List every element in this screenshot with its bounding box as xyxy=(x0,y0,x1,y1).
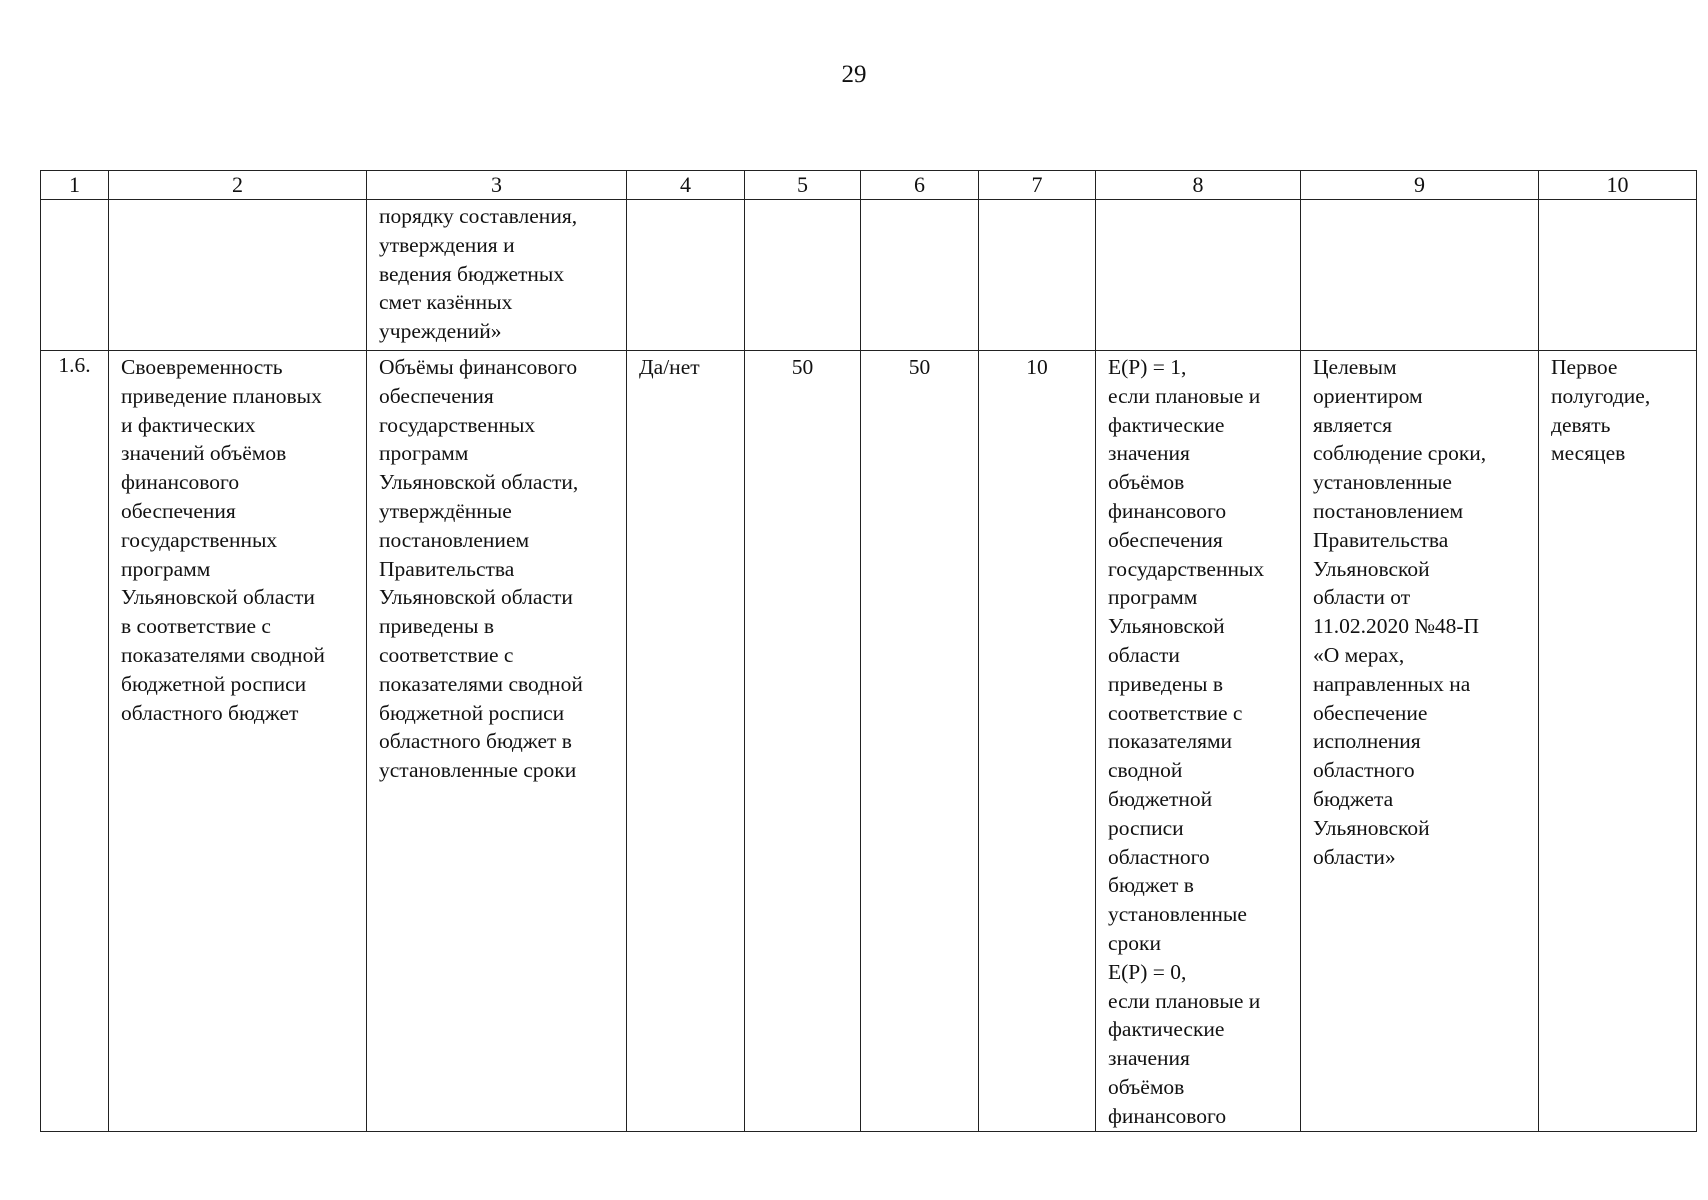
formula-cell xyxy=(1096,351,1301,1132)
text-line: фактические xyxy=(1108,1017,1225,1042)
cont-cell-1 xyxy=(41,200,109,351)
continuation-row xyxy=(41,200,1697,351)
text-line: исполнения xyxy=(1313,729,1421,754)
indicators-table xyxy=(40,170,1697,1132)
text-line: E(P) = 0, xyxy=(1108,959,1187,984)
text-line: области xyxy=(1108,642,1180,667)
text-line: программ xyxy=(1108,585,1198,610)
indicator-name xyxy=(109,351,366,727)
header-col-8: 8 xyxy=(1096,171,1301,200)
value-5: 50 xyxy=(791,355,814,379)
text-line: финансового xyxy=(1108,498,1227,523)
unit-value: Да/нет xyxy=(639,355,700,379)
cont-cell-7 xyxy=(979,200,1096,351)
text-line: показателями сводной xyxy=(121,642,325,667)
text-line: утверждённые xyxy=(379,498,512,523)
text-line: утверждения и xyxy=(379,232,515,257)
text-line: значения xyxy=(1108,1046,1190,1071)
text-line: соответствие с xyxy=(1108,700,1243,725)
text-line: областного xyxy=(1313,758,1415,783)
text-line: приведены в xyxy=(1108,671,1224,696)
text-line: ориентиром xyxy=(1313,383,1423,408)
text-line: установленные сроки xyxy=(379,758,577,783)
table-row xyxy=(41,351,1697,1132)
text-line: постановлением xyxy=(379,527,530,552)
header-col-3: 3 xyxy=(367,171,627,200)
text-line: бюджетной xyxy=(1108,786,1213,811)
text-line: бюджет в xyxy=(1108,873,1194,898)
text-line: показателями xyxy=(1108,729,1233,754)
header-col-1: 1 xyxy=(41,171,109,200)
text-line: приведение плановых xyxy=(121,383,322,408)
header-col-9: 9 xyxy=(1301,171,1539,200)
value-6: 50 xyxy=(908,355,931,379)
text-line: смет казённых xyxy=(379,290,513,315)
text-line: сроки xyxy=(1108,930,1161,955)
text-line: Ульяновской xyxy=(1313,556,1430,581)
text-line: полугодие, xyxy=(1551,383,1651,408)
period-text xyxy=(1539,351,1696,468)
row-number: 1.6. xyxy=(41,351,109,1132)
cont-cell-3 xyxy=(367,200,627,351)
header-col-6: 6 xyxy=(861,171,979,200)
text-line: является xyxy=(1313,412,1393,437)
text-line: E(P) = 1, xyxy=(1108,355,1187,379)
indicator-description-cell xyxy=(367,351,627,1132)
text-line: соблюдение сроки, xyxy=(1313,441,1487,466)
text-line: показателями сводной xyxy=(379,671,583,696)
text-line: финансового xyxy=(1108,1103,1227,1128)
cont-cell-8 xyxy=(1096,200,1301,351)
formula-text xyxy=(1096,351,1300,1131)
cont-cell-9 xyxy=(1301,200,1539,351)
text-line: и фактических xyxy=(121,412,256,437)
text-line: бюджетной росписи xyxy=(121,671,307,696)
text-line: значений объёмов xyxy=(121,441,287,466)
text-line: обеспечения xyxy=(1108,527,1223,552)
text-line: постановлением xyxy=(1313,498,1464,523)
text-line: 11.02.2020 №48-П xyxy=(1313,614,1480,639)
target-text xyxy=(1301,351,1538,871)
text-line: Ульяновской xyxy=(1108,614,1225,639)
text-line: девять xyxy=(1551,412,1611,437)
cont-cell-10 xyxy=(1539,200,1697,351)
text-line: Ульяновской области xyxy=(379,585,573,610)
text-line: учреждений» xyxy=(379,319,502,344)
text-line: областного бюджет xyxy=(121,700,299,725)
text-line: значения xyxy=(1108,441,1190,466)
text-line: обеспечения xyxy=(379,383,494,408)
text-line: если плановые и xyxy=(1108,383,1261,408)
text-line: ведения бюджетных xyxy=(379,261,565,286)
unit-cell xyxy=(627,351,745,1132)
value-cell-5 xyxy=(745,351,861,1132)
text-line: приведены в xyxy=(379,614,495,639)
cont-cell-6 xyxy=(861,200,979,351)
text-line: порядку составления, xyxy=(379,204,578,228)
text-line: Объёмы финансового xyxy=(379,355,578,379)
text-line: установленные xyxy=(1108,902,1247,927)
cont-cell-4 xyxy=(627,200,745,351)
text-line: фактические xyxy=(1108,412,1225,437)
text-line: государственных xyxy=(379,412,536,437)
target-cell xyxy=(1301,351,1539,1132)
text-line: росписи xyxy=(1108,815,1184,840)
text-line: «О мерах, xyxy=(1313,642,1405,667)
text-line: области от xyxy=(1313,585,1411,610)
header-col-4: 4 xyxy=(627,171,745,200)
text-line: обеспечение xyxy=(1313,700,1428,725)
text-line: объёмов xyxy=(1108,470,1185,495)
text-line: Целевым xyxy=(1313,355,1397,379)
cont-cell-5 xyxy=(745,200,861,351)
text-line: Правительства xyxy=(1313,527,1449,552)
text-line: областного бюджет в xyxy=(379,729,572,754)
text-line: сводной xyxy=(1108,758,1183,783)
text-line: направленных на xyxy=(1313,671,1471,696)
cont-cell-2 xyxy=(109,200,367,351)
text-line: обеспечения xyxy=(121,498,236,523)
cont-cell-3-text xyxy=(367,200,626,346)
header-col-7: 7 xyxy=(979,171,1096,200)
text-line: бюджетной росписи xyxy=(379,700,565,725)
header-row xyxy=(41,171,1697,200)
value-cell-7 xyxy=(979,351,1096,1132)
text-line: объёмов xyxy=(1108,1074,1185,1099)
text-line: соответствие с xyxy=(379,642,514,667)
text-line: области» xyxy=(1313,844,1396,869)
text-line: Правительства xyxy=(379,556,515,581)
page-number: 29 xyxy=(841,61,867,88)
text-line: если плановые и xyxy=(1108,988,1261,1013)
text-line: Ульяновской области xyxy=(121,585,315,610)
text-line: финансового xyxy=(121,470,240,495)
text-line: месяцев xyxy=(1551,441,1626,466)
text-line: Первое xyxy=(1551,355,1618,379)
text-line: Ульяновской области, xyxy=(379,470,579,495)
text-line: государственных xyxy=(121,527,278,552)
header-col-2: 2 xyxy=(109,171,367,200)
text-line: Ульяновской xyxy=(1313,815,1430,840)
value-7: 10 xyxy=(1026,355,1048,379)
text-line: программ xyxy=(379,441,469,466)
text-line: государственных xyxy=(1108,556,1265,581)
text-line: областного xyxy=(1108,844,1210,869)
header-col-10: 10 xyxy=(1539,171,1697,200)
indicator-description xyxy=(367,351,626,785)
period-cell xyxy=(1539,351,1697,1132)
text-line: установленные xyxy=(1313,470,1452,495)
value-cell-6 xyxy=(861,351,979,1132)
text-line: в соответствие с xyxy=(121,614,271,639)
indicator-name-cell xyxy=(109,351,367,1132)
text-line: программ xyxy=(121,556,211,581)
text-line: бюджета xyxy=(1313,786,1394,811)
header-col-5: 5 xyxy=(745,171,861,200)
text-line: Своевременность xyxy=(121,355,283,379)
